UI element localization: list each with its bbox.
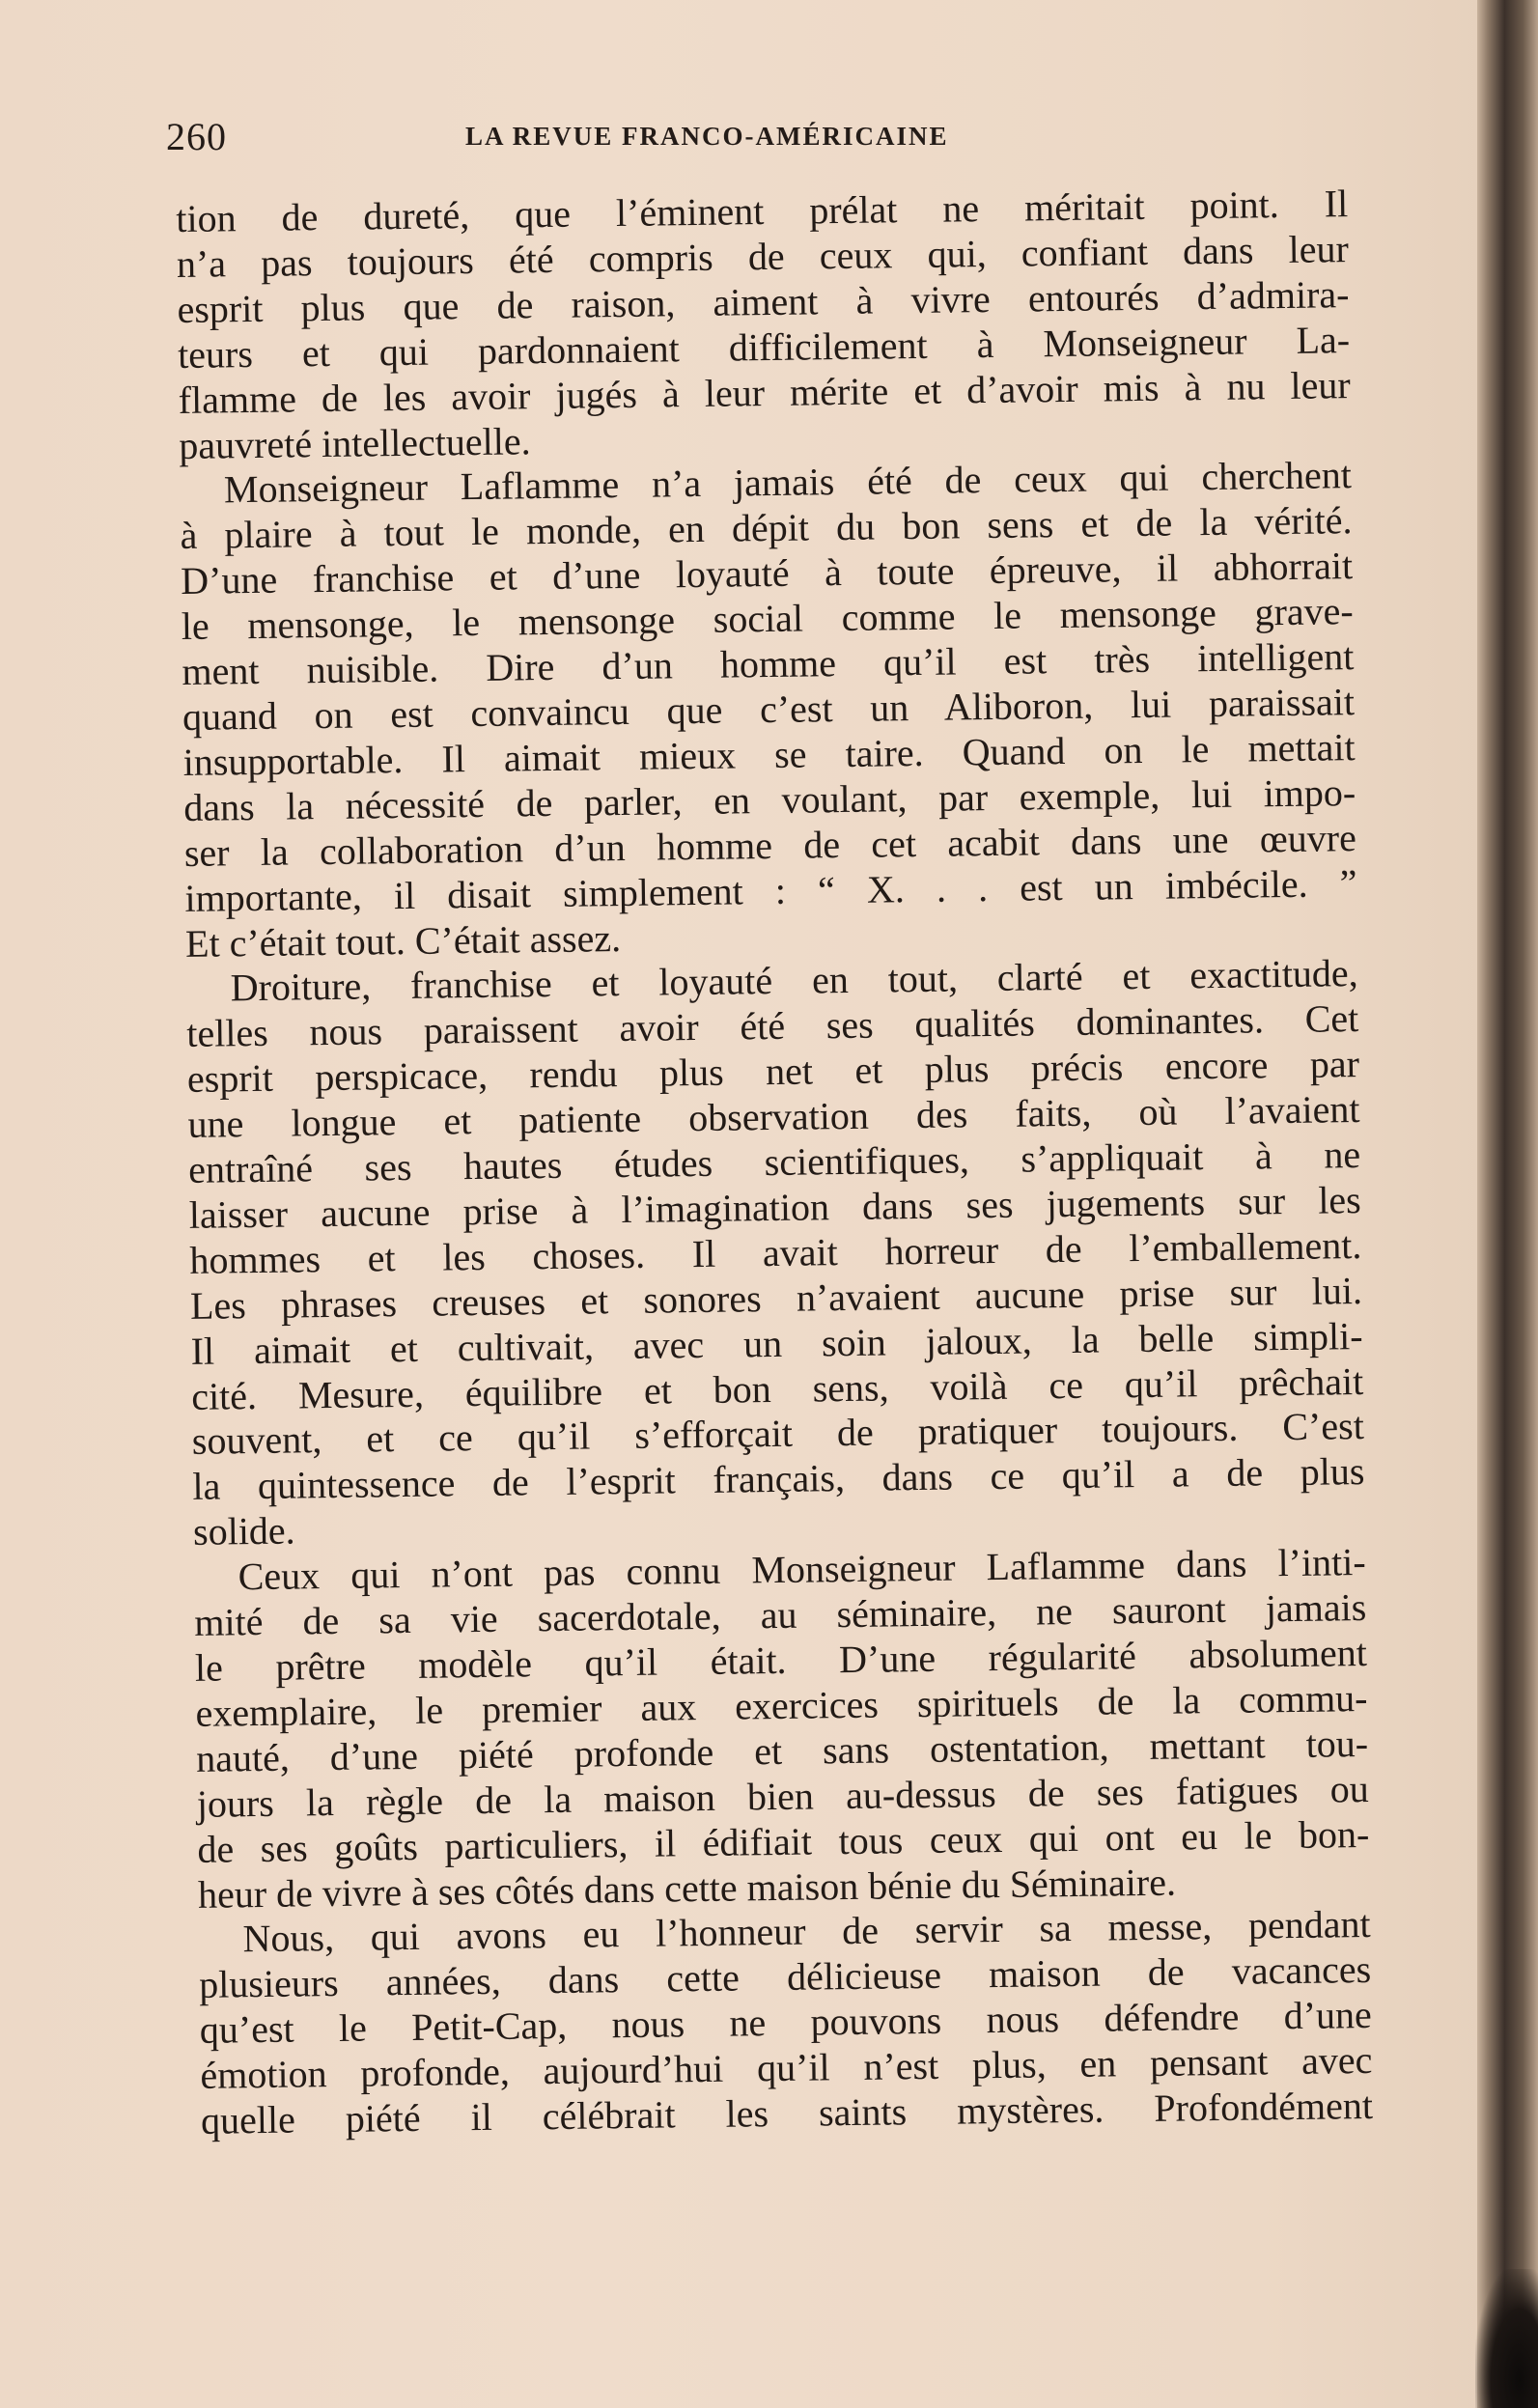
text-line: pauvreté intellectuelle.	[179, 418, 531, 467]
text-line: souvent, et ce qu’il s’efforçait de pratiquer toujours. C’est	[191, 1404, 1365, 1464]
text-line: teurs et qui pardonnaient difficilement à Monseigneur La-	[177, 317, 1351, 377]
page-header	[166, 114, 1325, 172]
text-line: importante, il disait simplement : “ X. . . est un imbécile. ”	[184, 860, 1357, 920]
text-line: Les phrases creuses et sonores n’avaient aucune prise sur lui.	[189, 1268, 1363, 1328]
text-line: plusieurs années, dans cette délicieuse maison de vacances	[198, 1947, 1372, 2007]
text-line: la quintessence de l’esprit français, dans ce qu’il a de plus	[192, 1449, 1365, 1509]
text-line: laisser aucune prise à l’imagination dans ses jugements sur les	[188, 1177, 1361, 1237]
text-line: Il aimait et cultivait, avec un soin jaloux, la belle simpli-	[190, 1313, 1363, 1373]
text-line: Ceux qui n’ont pas connu Monseigneur Laflamme dans l’inti-	[238, 1540, 1366, 1599]
text-line: telles nous paraissent avoir été ses qualités dominantes. Cet	[186, 996, 1359, 1056]
text-line: le mensonge, le mensonge social comme le mensonge grave-	[181, 589, 1355, 649]
text-line: solide.	[192, 1508, 295, 1554]
text-line: ment nuisible. Dire d’un homme qu’il est très intelligent	[182, 634, 1355, 694]
text-line: Droiture, franchise et loyauté en tout, clarté et exactitude,	[230, 951, 1358, 1010]
page-number: 260	[166, 115, 227, 158]
text-line: jours la règle de la maison bien au-dessus de ses fatigues ou	[196, 1766, 1369, 1826]
text-line: de ses goûts particuliers, il édifiait tous ceux qui ont eu le bon-	[197, 1811, 1370, 1871]
text-line: tion de dureté, que l’éminent prélat ne méritait point. Il	[176, 182, 1349, 240]
text-line: Nous, qui avons eu l’honneur de servir sa messe, pendant	[242, 1902, 1371, 1961]
text-line: Et c’était tout. C’était assez.	[184, 915, 622, 966]
text-line: à plaire à tout le monde, en dépit du bon sens et de la vérité.	[180, 498, 1353, 558]
text-line: heur de vivre à ses côtés dans cette maison bénie du Séminaire.	[197, 1860, 1177, 1917]
text-line: nauté, d’une piété profonde et sans ostentation, mettant tou-	[195, 1721, 1369, 1780]
text-line: qu’est le Petit-Cap, nous ne pouvons nous défendre d’une	[199, 1993, 1373, 2053]
spine-shadow	[1475, 2269, 1538, 2408]
text-line: le prêtre modèle qu’il était. D’une régularité absolument	[194, 1630, 1368, 1690]
text-line: D’une franchise et d’une loyauté à toute épreuve, il abhorrait	[180, 544, 1354, 603]
running-title: LA REVUE FRANCO-AMÉRICAINE	[465, 122, 949, 151]
text-line: n’a pas toujours été compris de ceux qui, confiant dans leur	[176, 227, 1350, 286]
text-line: quelle piété il célébrait les saints mystères. Profondément	[200, 2084, 1374, 2142]
text-line: ser la collaboration d’un homme de cet acabit dans une œuvre	[183, 815, 1357, 875]
text-line: flamme de les avoir jugés à leur mérite et d’avoir mis à nu leur	[178, 362, 1351, 422]
text-line: une longue et patiente observation des faits, où l’avaient	[187, 1087, 1360, 1147]
text-line: hommes et les choses. Il avait horreur de l’emballement.	[189, 1222, 1362, 1282]
text-line: insupportable. Il aimait mieux se taire. Quand on le mettait	[182, 724, 1356, 784]
text-line: esprit perspicace, rendu plus net et plus précis encore par	[186, 1042, 1360, 1102]
text-line: esprit plus que de raison, aiment à vivre entourés d’admira-	[177, 271, 1350, 331]
book-spine	[1477, 0, 1538, 2408]
text-line: dans la nécessité de parler, en voulant, par exemple, lui impo-	[182, 770, 1356, 829]
text-line: émotion profonde, aujourd’hui qu’il n’est plus, en pensant avec	[200, 2038, 1373, 2097]
text-line: Monseigneur Laflamme n’a jamais été de ceux qui cherchent	[223, 453, 1353, 512]
text-line: quand on est convaincu que c’est un Aliboron, lui paraissait	[182, 680, 1356, 739]
text-line: entraîné ses hautes études scientifiques, s’appliquait à ne	[187, 1133, 1361, 1191]
text-line: mité de sa vie sacerdotale, au séminaire, ne sauront jamais	[194, 1585, 1367, 1644]
text-line: exemplaire, le premier aux exercices spirituels de la commu-	[195, 1675, 1368, 1735]
body-text	[176, 182, 1373, 2144]
text-line: cité. Mesure, équilibre et bon sens, voilà ce qu’il prêchait	[190, 1358, 1364, 1418]
